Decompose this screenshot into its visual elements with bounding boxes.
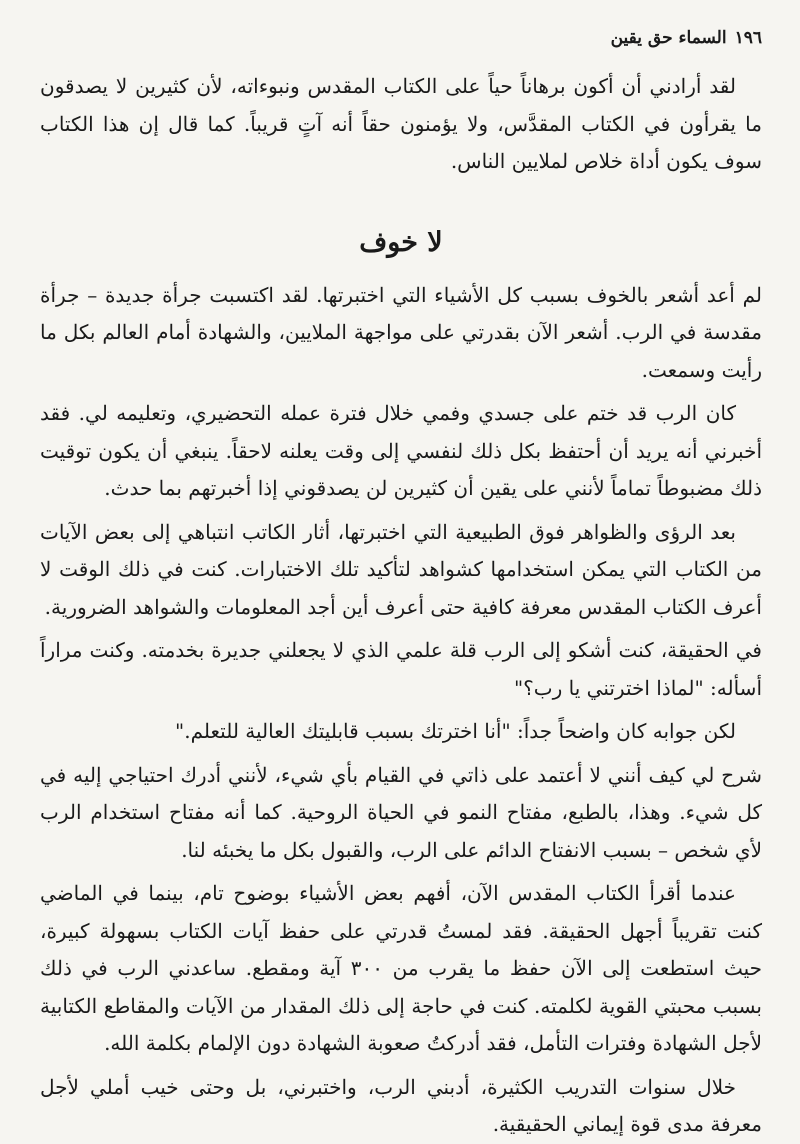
paragraph: شرح لي كيف أنني لا أعتمد على ذاتي في القيام بأي شيء، لأنني أدرك احتياجي إليه في كل شيء. وهذا، بالطبع، مفتاح النمو في الحياة الروحية. كما أنه مفتاح استخدام الرب لأي شخص – بسبب الانفتاح الدائم على الرب، والقبول بكل ما يخبئه لنا. xyxy=(40,762,762,862)
running-title: السماء حق يقين xyxy=(610,28,727,48)
paragraph: بعد الرؤى والظواهر فوق الطبيعية التي اختبرتها، أثار الكاتب انتباهي إلى بعض الآيات من الكتاب التي يمكن استخدامها كشواهد لتأكيد تلك الاختبارات. كنت في ذلك الوقت لا أعرف الكتاب المقدس معرفة كافية حتى أعرف أين أجد المعلومات والشواهد الضرورية. xyxy=(40,519,762,619)
intro-paragraph: لقد أرادني أن أكون برهاناً حياً على الكتاب المقدس ونبوءاته، لأن كثيرين لا يصدقون ما يقرأون في الكتاب المقدَّس، ولا يؤمنون حقاً أنه آتٍ قريباً. كما قال إن هذا الكتاب سوف يكون أداة خلاص لملايين الناس. xyxy=(40,74,762,173)
paragraph: كان الرب قد ختم على جسدي وفمي خلال فترة عمله التحضيري، وتعليمه لي. فقد أخبرني أنه يريد أن أحتفظ بكل ذلك لنفسي إلى وقت يعلنه لاحقاً. ينبغي أن يكون توقيت ذلك مضبوطاً تماماً لأنني على يقين أن كثيرين لن يصدقوني إذا أخبرتهم بما حدث. xyxy=(40,401,763,500)
page-number: ١٩٦ xyxy=(734,28,762,48)
paragraph: لكن جوابه كان واضحاً جداً: "أنا اخترتك بسبب قابليتك العالية للتعلم." xyxy=(175,719,736,743)
paragraph: خلال سنوات التدريب الكثيرة، أدبني الرب، واختبرني، بل وحتى خيب أملي لأجل معرفة مدى قوة إيماني الحقيقية. xyxy=(40,1074,762,1136)
paragraph: في الحقيقة، كنت أشكو إلى الرب قلة علمي الذي لا يجعلني جديرة بخدمته. وكنت مراراً أسأله: "لماذا اخترتني يا رب؟" xyxy=(40,638,762,700)
chapter-title: لا خوف xyxy=(359,226,443,258)
paragraph: عندما أقرأ الكتاب المقدس الآن، أفهم بعض الأشياء بوضوح تام، بينما في الماضي كنت تقريباً أجهل الحقيقة. فقد لمستُ قدرتي على حفظ آيات الكتاب بسهولة كبيرة، حيث استطعت إلى الآن حفظ ما يقرب من ٣٠٠ آية ومقطع. ساعدني الرب في ذلك بسبب محبتي القوية لكلمته. كنت في حاجة إلى ذلك المقدار من الآيات والمقاطع الكتابية لأجل الشهادة وفترات التأمل، فقد أدركتُ صعوبة الشهادة دون الإلمام بكلمة الله. xyxy=(40,881,762,1055)
running-header xyxy=(40,28,762,62)
paragraph: لم أعد أشعر بالخوف بسبب كل الأشياء التي اختبرتها. لقد اكتسبت جرأة جديدة – جرأة مقدسة في الرب. أشعر الآن بقدرتي على مواجهة الملايين، والشهادة أمام العالم بكل ما رأيت وسمعت. xyxy=(40,282,762,382)
